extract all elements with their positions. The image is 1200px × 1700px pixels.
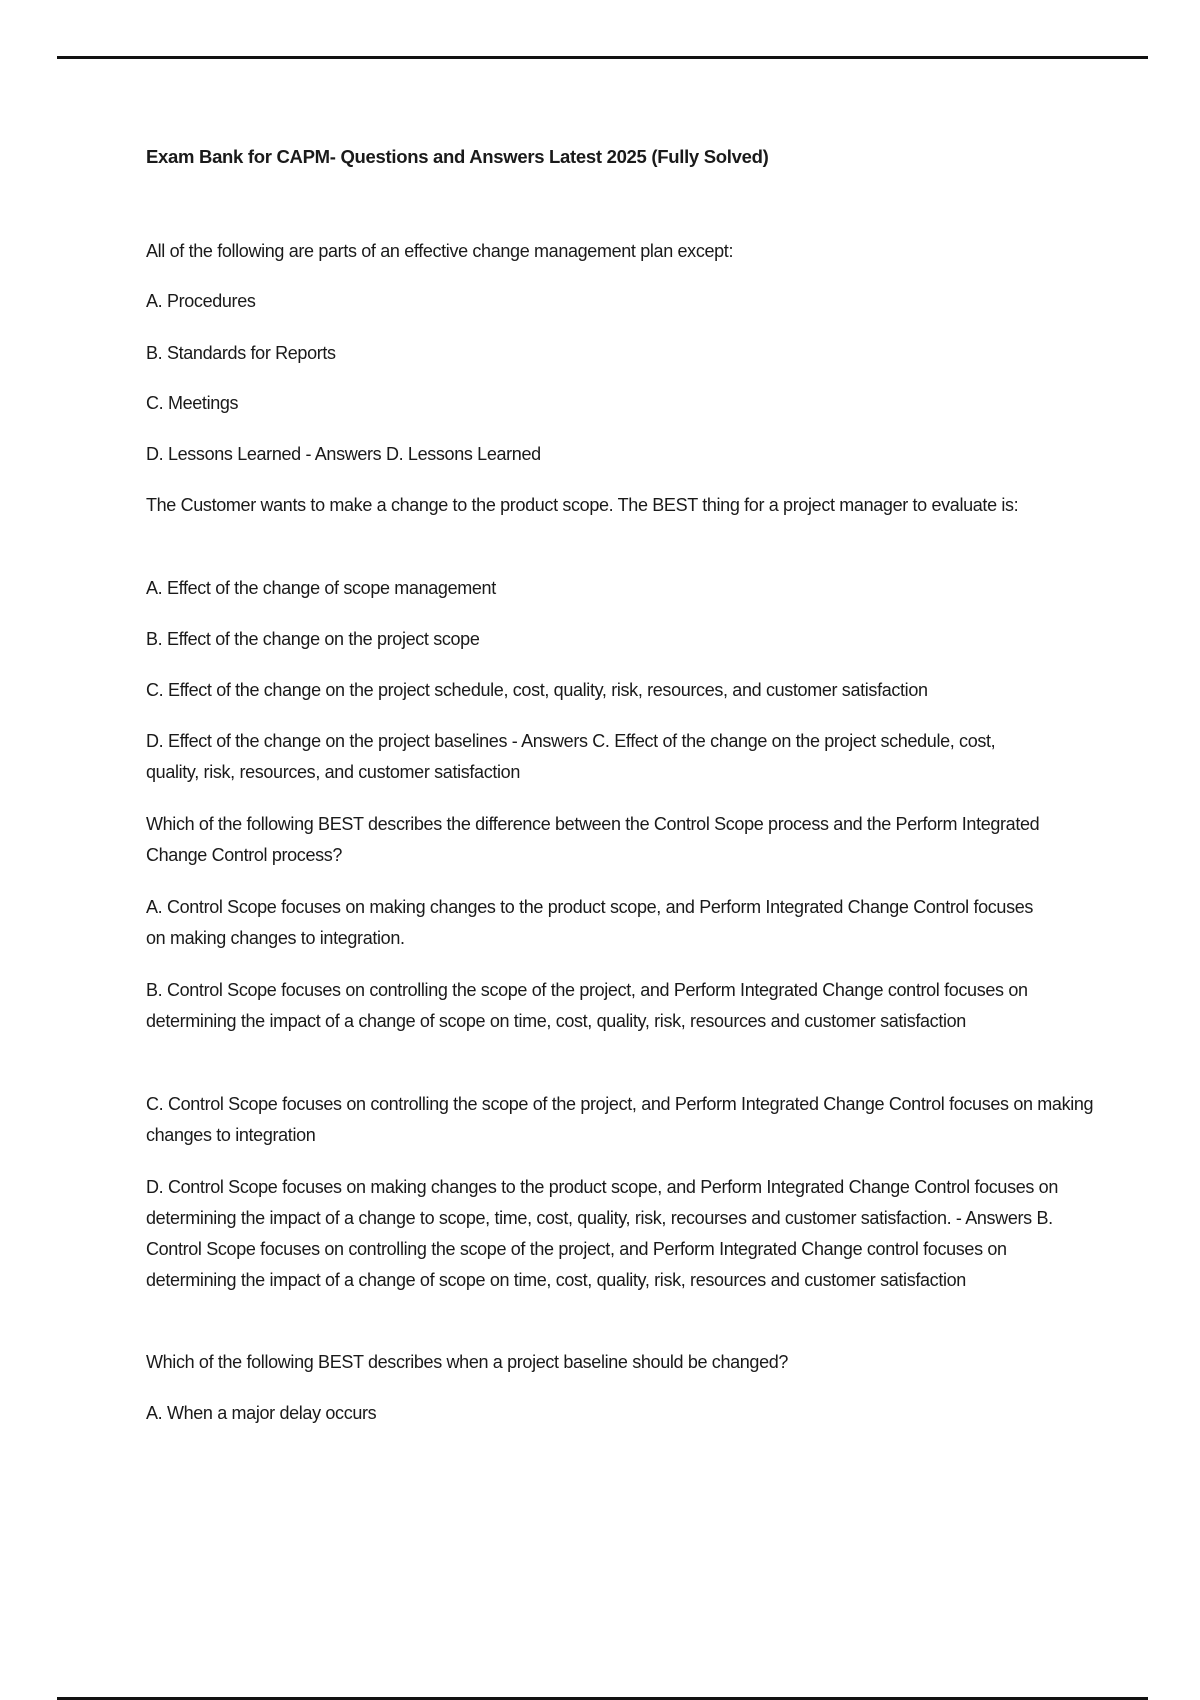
paragraph: The Customer wants to make a change to the product scope. The BEST thing for a project manager to evaluate is:: [146, 495, 1019, 515]
paragraph: C. Control Scope focuses on controlling the scope of the project, and Perform Integrated Change Control focuses on making changes to integration: [146, 1094, 1094, 1145]
paragraph: D. Control Scope focuses on making changes to the product scope, and Perform Integrated Change Control focuses on determining the impact of a change to scope, time, cost, quality, risk, recourses and customer satisfaction. - Answers B. Control Scope focuses on controlling the scope of the project, and Perform Integrated Change control focuses on determining the impact of a change of scope on time, cost, quality, risk, resources and customer satisfaction: [146, 1177, 1059, 1290]
paragraph: D. Lessons Learned - Answers D. Lessons Learned: [146, 444, 541, 464]
paragraph: Which of the following BEST describes the difference between the Control Scope process and the Perform Integrated Change Control process?: [146, 814, 1040, 865]
document-title: Exam Bank for CAPM- Questions and Answers Latest 2025 (Fully Solved): [146, 146, 769, 167]
paragraph: B. Control Scope focuses on controlling the scope of the project, and Perform Integrated Change control focuses on determining the impact of a change of scope on time, cost, quality, risk, resources and customer satisfaction: [146, 980, 1028, 1031]
paragraph: D. Effect of the change on the project baselines - Answers C. Effect of the change on the project schedule, cost, quality, risk, resources, and customer satisfaction: [146, 731, 996, 782]
paragraph: C. Effect of the change on the project schedule, cost, quality, risk, resources, and customer satisfaction: [146, 680, 928, 700]
paragraph: Which of the following BEST describes when a project baseline should be changed?: [146, 1352, 789, 1372]
paragraph: B. Standards for Reports: [146, 343, 336, 363]
paragraph: A. When a major delay occurs: [146, 1403, 377, 1423]
paragraph: A. Procedures: [146, 291, 256, 311]
paragraph: B. Effect of the change on the project scope: [146, 629, 480, 649]
paragraph: A. Control Scope focuses on making changes to the product scope, and Perform Integrated Change Control focuses on making changes to integration.: [146, 897, 1034, 948]
header-rule: [57, 56, 1148, 59]
paragraph: C. Meetings: [146, 393, 239, 413]
paragraph: A. Effect of the change of scope management: [146, 578, 496, 598]
paragraph: All of the following are parts of an effective change management plan except:: [146, 241, 734, 261]
